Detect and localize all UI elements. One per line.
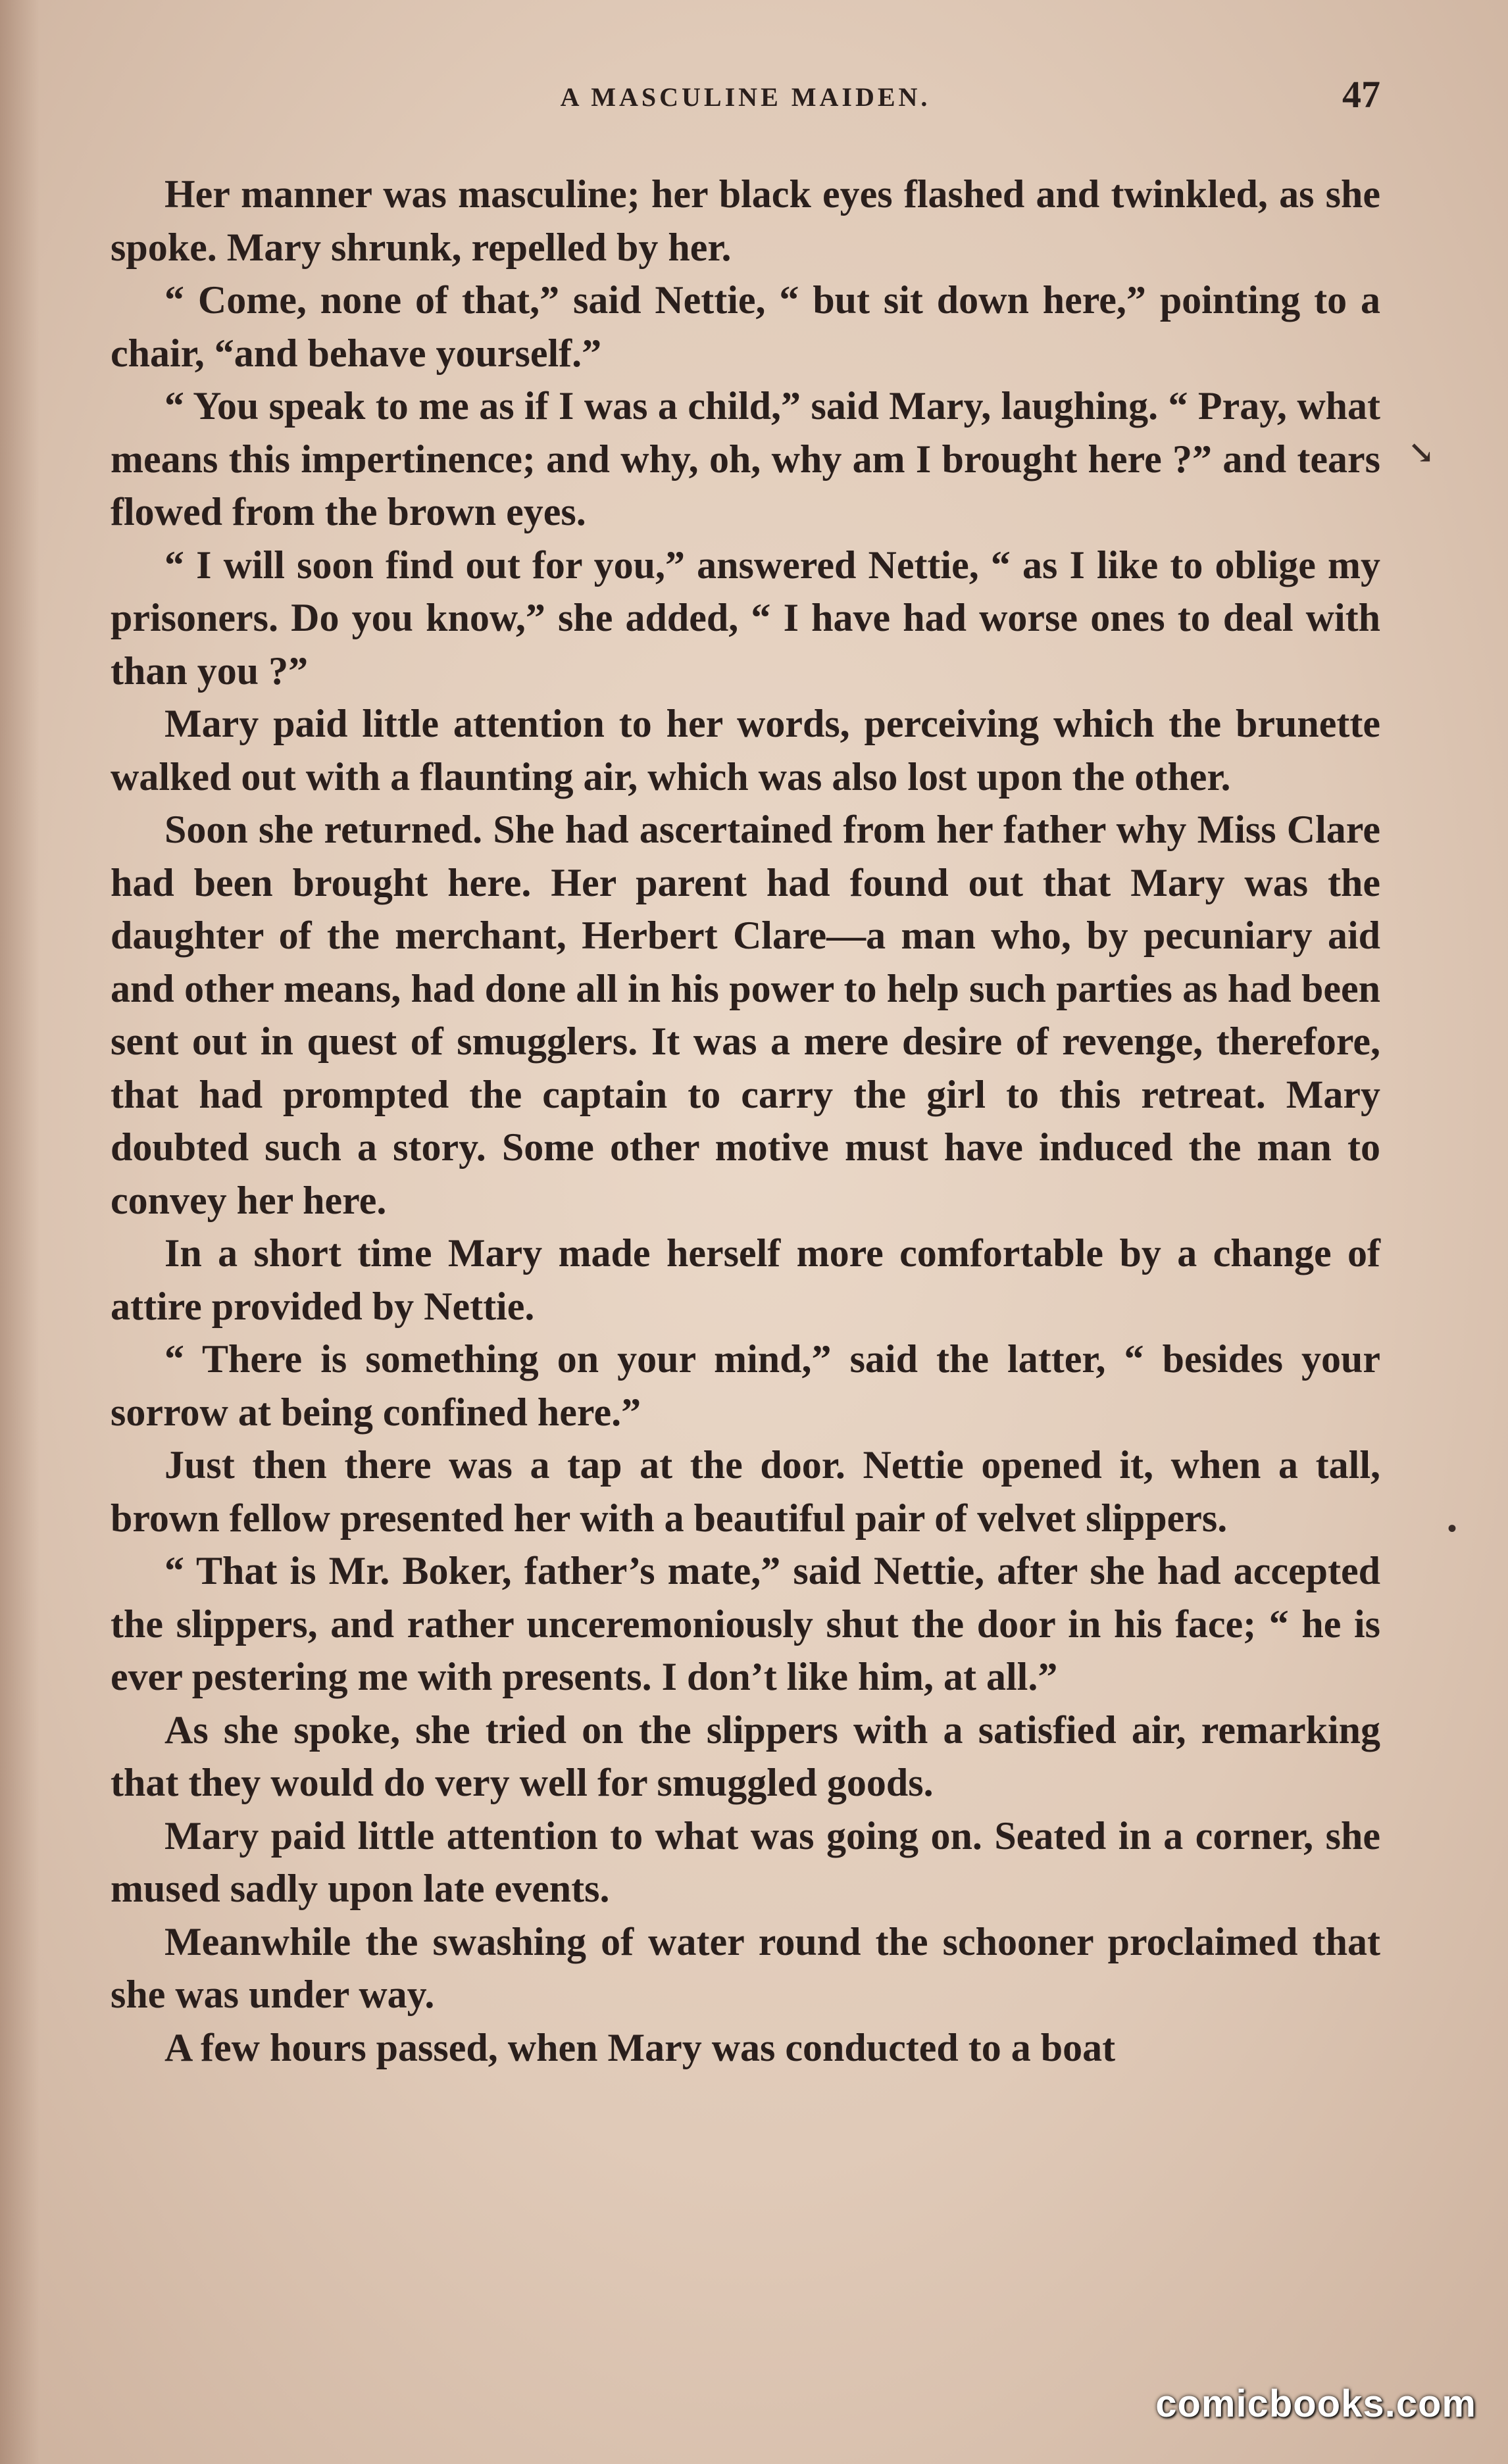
paragraph: “ That is Mr. Boker, father’s mate,” said Nettie, after she had accepted the slippers, and rather unceremoniously shut the door in his face; “ he is ever pestering me with presents. I don’t like him, at all.”: [111, 1549, 1380, 1698]
running-head: A MASCULINE MAIDEN.: [560, 82, 931, 112]
paragraph: Her manner was masculine; her black eyes flashed and twinkled, as she spoke. Mary shrunk, repelled by her.: [111, 172, 1380, 269]
watermark: comicbooks.com: [1155, 2382, 1476, 2425]
paragraph: Meanwhile the swashing of water round the schooner proclaimed that she was under way.: [111, 1919, 1380, 2016]
paragraph: As she spoke, she tried on the slippers with a satisfied air, remarking that they would do very well for smuggled goods.: [111, 1708, 1380, 1804]
paragraph: Soon she returned. She had ascertained from her father why Miss Clare had been brought here. Her parent had found out that Mary was the daughter of the merchant, Herbert Clare—a man who, by pecuniary aid and other means, had done all in his power to help such parties as had been sent out in quest of smugglers. It was a mere desire of revenge, therefore, that had prompted the captain to carry the girl to this retreat. Mary doubted such a story. Some other motive must have induced the man to convey her here.: [111, 808, 1380, 1222]
paragraph: “ I will soon find out for you,” answered Nettie, “ as I like to oblige my prisoners. Do you know,” she added, “ I have had worse ones to deal with than you ?”: [111, 543, 1380, 693]
page-edge-shadow: [0, 0, 39, 2464]
paragraph: Mary paid little attention to her words, perceiving which the brunette walked out with a flaunting air, which was also lost upon the other.: [111, 702, 1380, 799]
body-text: [111, 168, 1380, 2074]
paragraph: “ You speak to me as if I was a child,” said Mary, laughing. “ Pray, what means this impertinence; and why, oh, why am I brought here ?” and tears flowed from the brown eyes.: [111, 384, 1380, 533]
page-header: [111, 72, 1380, 125]
paragraph: Mary paid little attention to what was going on. Seated in a corner, she mused sadly upon late events.: [111, 1813, 1380, 1910]
paragraph: “ Come, none of that,” said Nettie, “ but sit down here,” pointing to a chair, “and behave yourself.”: [111, 278, 1380, 375]
paragraph: “ There is something on your mind,” said the latter, “ besides your sorrow at being confined here.”: [111, 1337, 1380, 1434]
margin-mark: ↘: [1408, 435, 1435, 470]
paragraph: A few hours passed, when Mary was conducted to a boat: [164, 2025, 1116, 2069]
margin-dot: •: [1447, 1514, 1457, 1543]
paragraph: In a short time Mary made herself more comfortable by a change of attire provided by Nettie.: [111, 1231, 1380, 1328]
page-number: 47: [1342, 73, 1380, 116]
paragraph: Just then there was a tap at the door. Nettie opened it, when a tall, brown fellow presented her with a beautiful pair of velvet slippers.: [111, 1443, 1380, 1540]
